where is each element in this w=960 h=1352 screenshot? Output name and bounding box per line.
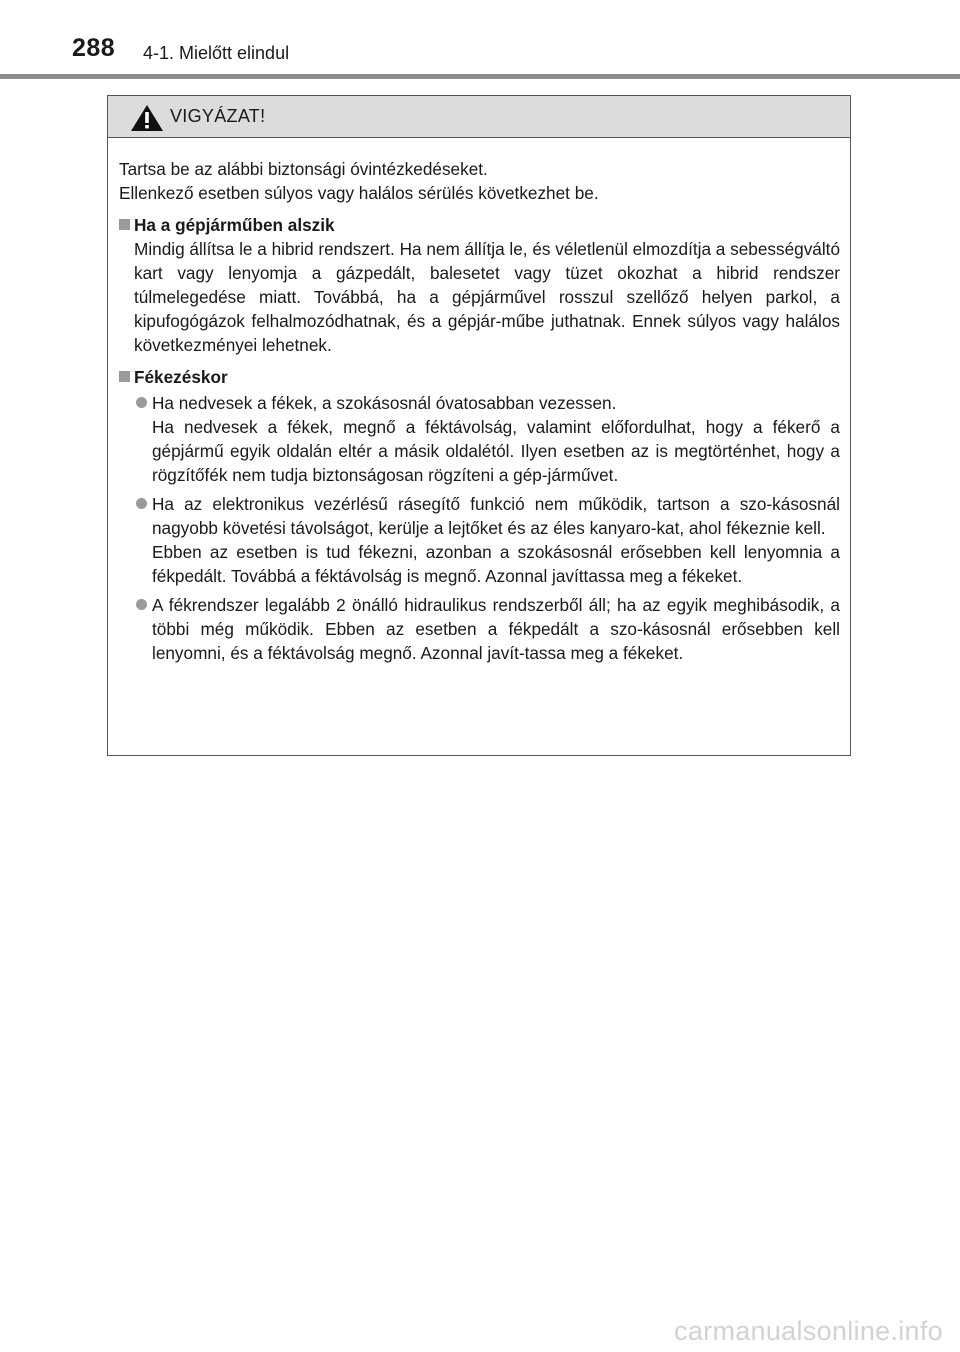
section-text: Mindig állítsa le a hibrid rendszert. Ha nem állítja le, és véletlenül elmozdítja a sebességváltó kart vagy lenyomja a gázpedált, balesetet vagy tüzet okozhat a hibrid rendszer túlmelegedése miatt. Továbbá, ha a gépjárművel rosszul szellőző helyen parkol, a kipufogógázok felhalmozódhatnak, és a gépjár-műbe juthatnak. Ennek súlyos vagy halálos következményei lehetnek. [134, 239, 841, 355]
page-number: 288 [72, 34, 116, 62]
warning-intro [119, 157, 840, 205]
bullet-text: A fékrendszer legalább 2 önálló hidraulikus rendszerből áll; ha az egyik meghibásodik, a többi még működik. Ebben az esetben a fékpedált a szo-kásosnál erősebben kell lenyomni, és a féktávolság megnő. Azonnal javít-tassa meg a fékeket. [152, 595, 840, 663]
circle-bullet-icon [136, 498, 147, 509]
header-rule [0, 74, 960, 79]
bullet-text: Ha nedvesek a fékek, megnő a féktávolság, valamint előfordulhat, hogy a fékerő a gépjármű egyik oldalán eltér a másik oldalétól. Ilyen esetben az is megtörténhet, hogy a rögzítőfék nem tudja biztonságosan rögzíteni a gép-járművet. [152, 417, 840, 485]
list-item [119, 391, 840, 487]
page-header [0, 0, 960, 80]
list-item [119, 593, 840, 665]
section-heading [119, 213, 840, 237]
bullet-text: Ha nedvesek a fékek, a szokásosnál óvatosabban vezessen. [152, 393, 617, 413]
section-heading [119, 365, 840, 389]
warning-body [108, 138, 850, 665]
warning-triangle-icon [130, 104, 164, 132]
section-sleeping [119, 213, 840, 357]
section-title: 4-1. Mielőtt elindul [143, 43, 290, 63]
section-heading-text: Ha a gépjárműben alszik [134, 215, 335, 235]
warning-header [108, 96, 850, 138]
circle-bullet-icon [136, 397, 147, 408]
section-braking [119, 365, 840, 665]
intro-line: Tartsa be az alábbi biztonsági óvintézkedéseket. [119, 159, 488, 179]
square-bullet-icon [119, 219, 130, 230]
bullet-text: Ebben az esetben is tud fékezni, azonban a szokásosnál erősebben kell lenyomnia a fékpedált. Továbbá a féktávolság is megnő. Azonnal javíttassa meg a fékeket. [152, 542, 840, 586]
square-bullet-icon [119, 371, 130, 382]
bullet-text: Ha az elektronikus vezérlésű rásegítő funkció nem működik, tartson a szo-kásosnál nagyobb követési távolságot, kerülje a lejtőket és az éles kanyaro-kat, ahol fékeznie kell. [152, 494, 840, 538]
watermark: carmanualsonline.info [674, 1316, 943, 1346]
list-item [119, 492, 840, 588]
intro-line: Ellenkező esetben súlyos vagy halálos sérülés következhet be. [119, 183, 599, 203]
circle-bullet-icon [136, 599, 147, 610]
warning-box [107, 95, 851, 756]
section-heading-text: Fékezéskor [134, 367, 228, 387]
warning-title: VIGYÁZAT! [170, 106, 266, 126]
